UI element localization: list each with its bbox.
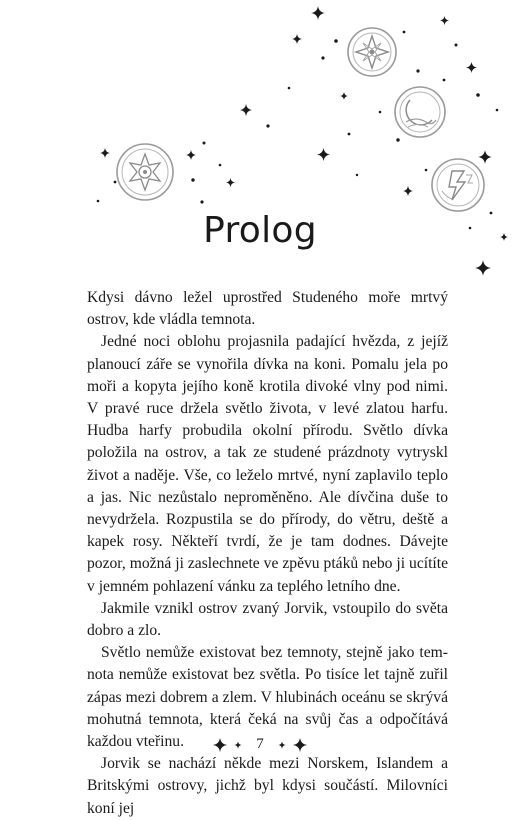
page-footer bbox=[0, 736, 520, 753]
footer-sparkle-icon bbox=[292, 737, 308, 753]
paragraph: Kdysi dávno ležel uprostřed Studeného moře mrtvý ostrov, kde vládla temnota. bbox=[87, 289, 448, 329]
footer-sparkle-icon bbox=[234, 741, 242, 749]
paragraph: Světlo nemůže existovat bez temnoty, stejně jako temnota nemůže existovat bez světla. Po tisíce let tajně zuřil zápas mezi dobrem a zlem. V hlubinách oceánu se skrývá mohutná temnota, která čeká na svůj čas a odpočítává každou vteřinu. bbox=[87, 644, 448, 751]
footer-sparkle-icon bbox=[212, 737, 228, 753]
lightning-emblem-icon bbox=[432, 159, 484, 211]
moon-swirl-icon bbox=[395, 87, 445, 137]
footer-sparkle-icon bbox=[278, 741, 286, 749]
paragraph: Jakmile vznikl ostrov zvaný Jorvik, vstoupilo do světa dobro a zlo. bbox=[87, 599, 448, 640]
paragraph: Jorvik se nachází někde mezi Norskem, Islandem a Britskými ostrovy, jichž byl kdysi součástí. Milovníci koní jej bbox=[87, 755, 448, 817]
sun-emblem-icon bbox=[117, 144, 173, 200]
chapter-title: Prolog bbox=[203, 210, 317, 251]
paragraph: Jedné noci oblohu projasnila padající hvězda, z jejíž planoucí záře se vynořila dívka na koni. Pomalu jela po moři a kopyta jejího koně krotila divoké vlny pod nimi. V pravé ruce držela světlo života, v levé zlatou harfu. Hudba harfy probudila okolní přírodu. Světlo dívka položila na ostrov, a tak ze studené prázdnoty vytryskl život a naděje. Vše, co leželo mrtvé, nyní zaplavilo teplo a jas. Nic nezůstalo neproměněno. Ale dívčina duše to nevydržela. Rozpustila se do přírody, do větru, deště a kapek rosy. Někteří tvrdí, že je tam dodnes. Dávejte pozor, možná ji zaslechnete ve zpěvu ptáků nebo ji ucítíte v jemném pohlazení vánku za teplého letního dne. bbox=[87, 333, 448, 595]
page-number: 7 bbox=[256, 736, 264, 752]
compass-star-icon bbox=[348, 28, 396, 76]
